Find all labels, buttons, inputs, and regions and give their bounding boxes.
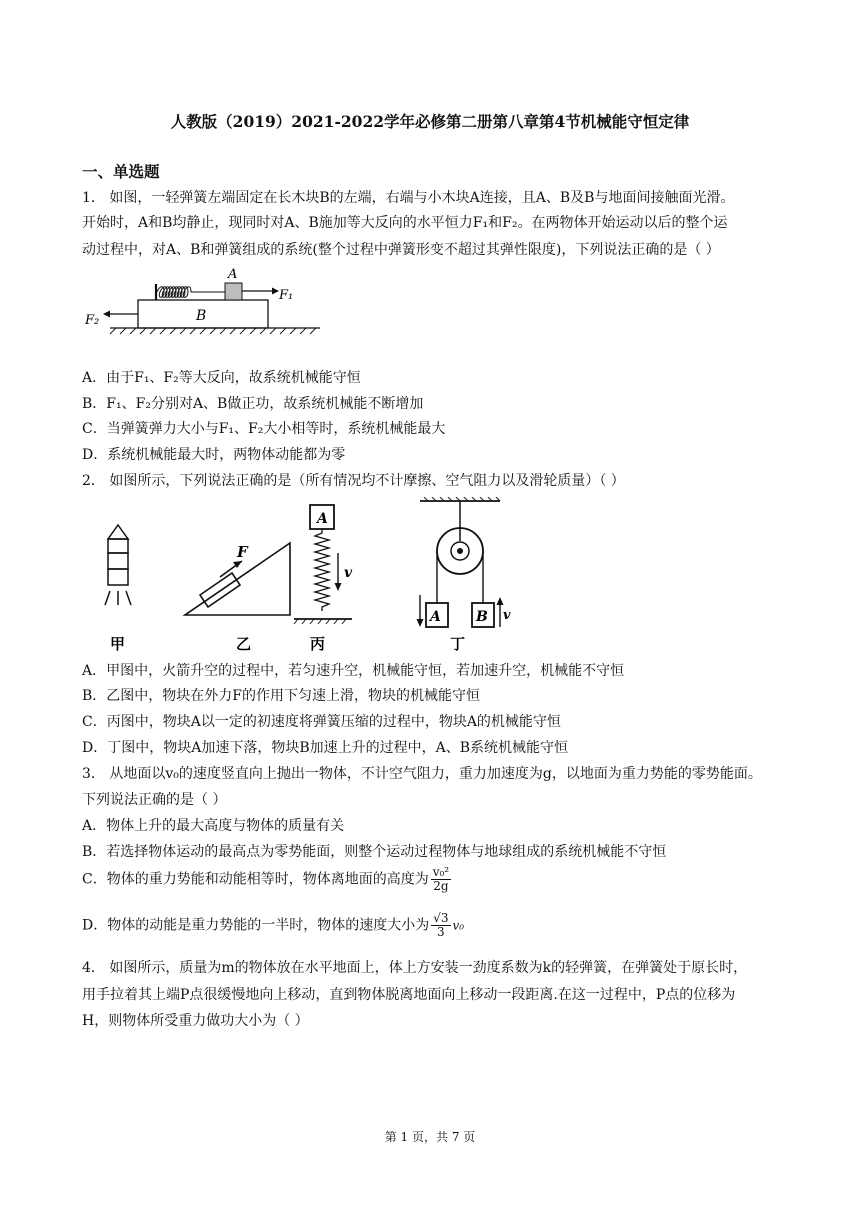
q1-figure xyxy=(80,262,330,342)
q3-d-fraction xyxy=(431,912,450,939)
q1-option-a: A．由于F₁、F₂等大反向，故系统机械能守恒 xyxy=(82,370,361,386)
label-a-ding: A xyxy=(430,609,441,625)
label-v-bing: v xyxy=(344,565,353,581)
label-yi: 乙 xyxy=(236,635,252,653)
q1-option-b: B．F₁、F₂分别对A、B做正功，故系统机械能不断增加 xyxy=(82,396,424,412)
q2-option-d: D．丁图中，物块A加速下落，物块B加速上升的过程中，A、B系统机械能守恒 xyxy=(82,740,569,756)
spring xyxy=(157,287,225,298)
label-b-ding: B xyxy=(476,609,488,625)
q2-option-b: B．乙图中，物块在外力F的作用下匀速上滑，物块的机械能守恒 xyxy=(82,688,481,704)
label-jia: 甲 xyxy=(110,635,126,653)
q3-d-tail: v₀ xyxy=(452,918,465,933)
label-v-ding: v xyxy=(503,608,511,623)
q4-line-2: 用手拉着其上端P点很缓慢地向上移动，直到物体脱离地面向上移动一段距离.在这一过程中，P点的位移为 xyxy=(82,987,736,1003)
section-heading: 一、单选题 xyxy=(82,162,160,181)
q3-option-d xyxy=(82,912,464,939)
q4-line-3: H，则物体所受重力做功大小为（ ） xyxy=(82,1013,309,1029)
q2-option-a: A．甲图中，火箭升空的过程中，若匀速升空，机械能守恒，若加速升空，机械能不守恒 xyxy=(82,663,625,679)
q1-label-f1: F₁ xyxy=(279,288,294,303)
q1-label-a: A xyxy=(228,267,238,282)
q1-label-f2: F₂ xyxy=(85,313,100,328)
q1-label-b: B xyxy=(196,308,207,324)
q3-c-denominator: 2g xyxy=(433,879,449,893)
q1-line-1: 1． 如图，一轻弹簧左端固定在长木块B的左端，右端与小木块A连接，且A、B及B与地面间接触面光滑。 xyxy=(82,190,735,206)
page-title: 人教版（2019）2021-2022学年必修第二册第八章第4节机械能守恒定律 xyxy=(170,112,690,131)
block-a xyxy=(225,283,242,300)
q3-line-1: 3． 从地面以v₀的速度竖直向上抛出一物体，不计空气阻力，重力加速度为g，以地面为重力势能的零势能面。 xyxy=(82,766,762,782)
rocket xyxy=(105,525,131,605)
q3-c-fraction xyxy=(431,866,451,893)
q2-option-c: C．丙图中，物块A以一定的初速度将弹簧压缩的过程中，物块A的机械能守恒 xyxy=(82,714,561,730)
q2-stem: 2． 如图所示，下列说法正确的是（所有情况均不计摩擦、空气阻力以及滑轮质量）（ ） xyxy=(82,473,625,489)
q1-line-3: 动过程中，对A、B和弹簧组成的系统(整个过程中弹簧形变不超过其弹性限度)，下列说法正确的是（ ） xyxy=(82,242,720,258)
q3-option-a: A．物体上升的最大高度与物体的质量有关 xyxy=(82,818,345,834)
q3-option-c xyxy=(82,866,453,893)
label-ding: 丁 xyxy=(450,635,466,653)
q1-option-c: C．当弹簧弹力大小与F₁、F₂大小相等时，系统机械能最大 xyxy=(82,421,446,437)
ground-hatch xyxy=(110,328,316,334)
label-a-bing: A xyxy=(317,511,328,527)
q1-line-2: 开始时，A和B均静止，现同时对A、B施加等大反向的水平恒力F₁和F₂。在两物体开始运动以后的整个运 xyxy=(82,215,728,231)
q3-option-d-text: D．物体的动能是重力势能的一半时，物体的速度大小为 xyxy=(82,917,430,934)
label-f: F xyxy=(237,543,248,561)
page-footer: 第 1 页，共 7 页 xyxy=(384,1130,476,1144)
q2-figure xyxy=(90,497,530,657)
q3-d-numerator: √3 xyxy=(433,911,449,925)
q4-line-1: 4． 如图所示，质量为m的物体放在水平地面上，体上方安装一劲度系数为k的轻弹簧，在弹簧处于原长时， xyxy=(82,960,748,976)
q1-option-d: D．系统机械能最大时，两物体动能都为零 xyxy=(82,447,346,463)
label-bing: 丙 xyxy=(310,635,326,653)
q3-line-2: 下列说法正确的是（ ） xyxy=(82,792,227,808)
q3-option-c-text: C．物体的重力势能和动能相等时，物体离地面的高度为 xyxy=(82,871,429,888)
q3-option-b: B．若选择物体运动的最高点为零势能面，则整个运动过程物体与地球组成的系统机械能不守恒 xyxy=(82,844,667,860)
q3-d-denominator: 3 xyxy=(437,925,445,939)
q3-c-numerator: v₀² xyxy=(432,865,450,879)
